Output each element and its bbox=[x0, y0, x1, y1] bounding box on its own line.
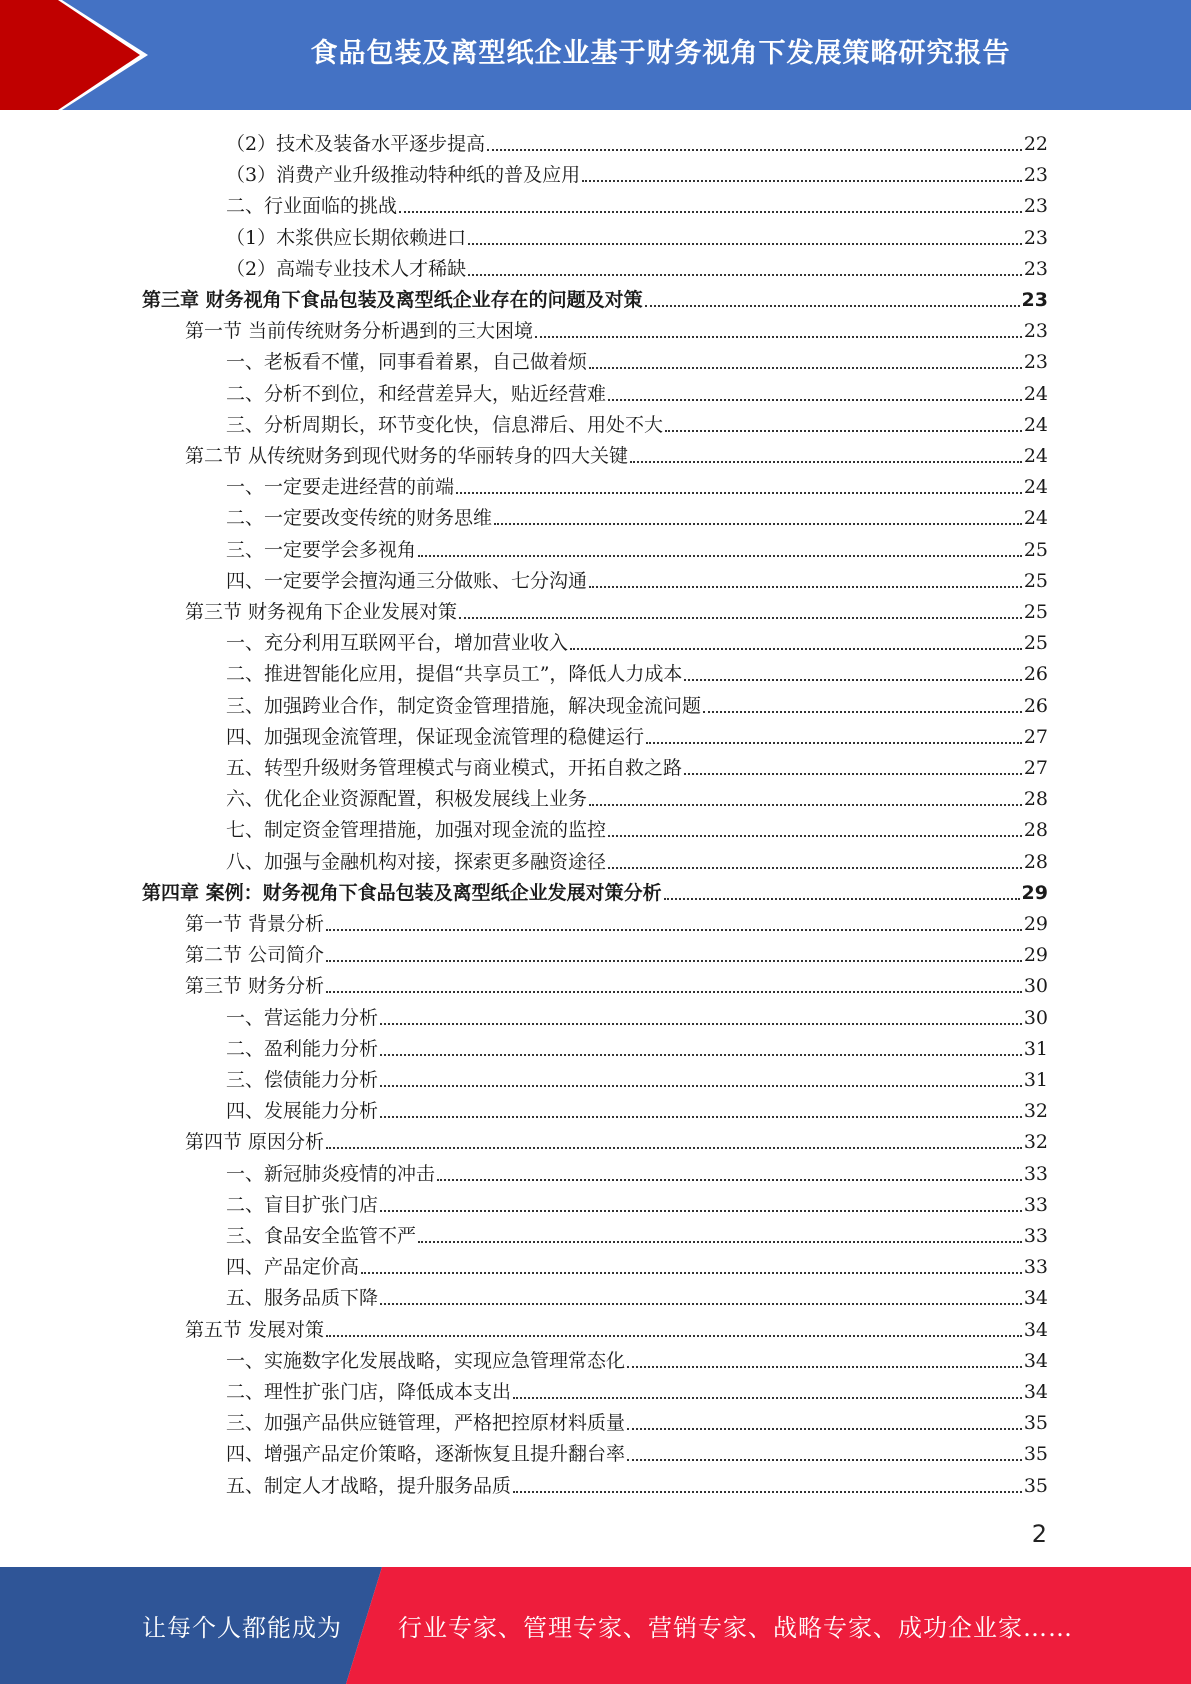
toc-entry-page: 29 bbox=[1021, 881, 1048, 904]
toc-dot-leader bbox=[589, 800, 1022, 806]
toc-entry-item[interactable] bbox=[226, 563, 1048, 594]
toc-entry-page: 24 bbox=[1023, 445, 1048, 467]
toc-dot-leader bbox=[380, 1299, 1022, 1305]
toc-entry-title: 三、分析周期长，环节变化快，信息滞后、用处不大 bbox=[226, 413, 664, 436]
toc-entry-item[interactable] bbox=[226, 469, 1048, 500]
page-number: 2 bbox=[1031, 1520, 1047, 1548]
toc-entry-title: 二、盈利能力分析 bbox=[226, 1037, 379, 1060]
toc-dot-leader bbox=[684, 675, 1021, 681]
toc-entry-page: 25 bbox=[1023, 632, 1048, 655]
toc-entry-title: 第三节 财务视角下企业发展对策 bbox=[185, 601, 458, 623]
toc-dot-leader bbox=[646, 738, 1022, 744]
toc-entry-section[interactable] bbox=[185, 1124, 1048, 1155]
toc-entry-title: 八、加强与金融机构对接，探索更多融资途径 bbox=[226, 850, 607, 873]
toc-dot-leader bbox=[380, 1081, 1022, 1087]
toc-dot-leader bbox=[608, 831, 1022, 837]
toc-entry-item[interactable] bbox=[226, 1280, 1048, 1311]
toc-entry-title: 四、加强现金流管理，保证现金流管理的稳健运行 bbox=[226, 725, 645, 748]
toc-entry-page: 30 bbox=[1023, 1006, 1048, 1029]
toc-dot-leader bbox=[664, 894, 1020, 900]
toc-entry-page: 33 bbox=[1023, 1225, 1048, 1247]
toc-entry-title: 第二节 从传统财务到现代财务的华丽转身的四大关键 bbox=[185, 445, 629, 467]
toc-entry-title: 六、优化企业资源配置，积极发展线上业务 bbox=[226, 788, 588, 811]
toc-entry-item[interactable] bbox=[226, 344, 1048, 375]
toc-entry-section[interactable] bbox=[185, 438, 1048, 469]
toc-entry-page: 33 bbox=[1023, 1193, 1048, 1216]
toc-dot-leader bbox=[468, 239, 1022, 245]
toc-entry-title: （2）高端专业技术人才稀缺 bbox=[226, 257, 467, 280]
toc-dot-leader bbox=[326, 1143, 1022, 1149]
footer-slogan-left: 让每个人都能成为 bbox=[142, 1614, 342, 1642]
toc-dot-leader bbox=[535, 332, 1022, 338]
toc-dot-leader bbox=[380, 1019, 1022, 1025]
toc-entry-title: （1）木浆供应长期依赖进口 bbox=[226, 226, 467, 249]
toc-entry-page: 30 bbox=[1023, 975, 1048, 998]
footer-slogan-right: 行业专家、管理专家、营销专家、战略专家、成功企业家…… bbox=[398, 1614, 1073, 1642]
toc-entry-page: 34 bbox=[1023, 1381, 1048, 1403]
toc-dot-leader bbox=[627, 1362, 1022, 1368]
toc-entry-item[interactable] bbox=[226, 126, 1048, 157]
toc-entry-page: 35 bbox=[1023, 1443, 1048, 1466]
toc-entry-title: 三、加强跨业合作，制定资金管理措施，解决现金流问题 bbox=[226, 694, 702, 717]
toc-entry-item[interactable] bbox=[226, 407, 1048, 438]
toc-dot-leader bbox=[589, 582, 1022, 588]
toc-entry-title: 二、推进智能化应用，提倡“共享员工”，降低人力成本 bbox=[226, 663, 683, 686]
toc-dot-leader bbox=[589, 363, 1022, 369]
toc-entry-title: 三、加强产品供应链管理，严格把控原材料质量 bbox=[226, 1412, 626, 1435]
toc-entry-title: 四、增强产品定价策略，逐渐恢复且提升翻台率 bbox=[226, 1443, 626, 1466]
toc-entry-title: 第五节 发展对策 bbox=[185, 1318, 325, 1341]
toc-entry-item[interactable] bbox=[226, 688, 1048, 719]
toc-dot-leader bbox=[418, 1237, 1022, 1243]
toc-entry-item[interactable] bbox=[226, 1062, 1048, 1093]
toc-entry-item[interactable] bbox=[226, 812, 1048, 843]
toc-dot-leader bbox=[513, 1393, 1022, 1399]
toc-entry-section[interactable] bbox=[185, 968, 1048, 999]
toc-entry-section[interactable] bbox=[185, 906, 1048, 937]
toc-dot-leader bbox=[627, 1455, 1022, 1461]
toc-entry-title: 一、一定要走进经营的前端 bbox=[226, 476, 455, 499]
toc-entry-chapter[interactable] bbox=[142, 875, 1048, 906]
toc-dot-leader bbox=[608, 863, 1022, 869]
toc-entry-title: 三、一定要学会多视角 bbox=[226, 538, 417, 561]
toc-entry-item[interactable] bbox=[226, 376, 1048, 407]
toc-entry-page: 29 bbox=[1023, 913, 1048, 935]
toc-dot-leader bbox=[437, 1175, 1022, 1181]
toc-entry-title: 四、产品定价高 bbox=[226, 1256, 360, 1279]
toc-entry-page: 24 bbox=[1023, 507, 1048, 530]
toc-entry-item[interactable] bbox=[226, 1436, 1048, 1467]
toc-dot-leader bbox=[684, 769, 1022, 775]
toc-entry-page: 28 bbox=[1023, 788, 1048, 811]
toc-dot-leader bbox=[494, 519, 1022, 525]
report-title: 食品包装及离型纸企业基于财务视角下发展策略研究报告 bbox=[310, 37, 1011, 69]
toc-entry-item[interactable] bbox=[226, 251, 1048, 282]
toc-entry-page: 23 bbox=[1023, 226, 1048, 249]
toc-dot-leader bbox=[380, 1112, 1022, 1118]
toc-dot-leader bbox=[361, 1268, 1022, 1274]
toc-entry-title: 一、营运能力分析 bbox=[226, 1006, 379, 1029]
toc-dot-leader bbox=[468, 270, 1022, 276]
toc-entry-title: 三、食品安全监管不严 bbox=[226, 1225, 417, 1247]
toc-dot-leader bbox=[326, 1331, 1022, 1337]
toc-entry-page: 35 bbox=[1023, 1474, 1048, 1497]
toc-entry-item[interactable] bbox=[226, 1187, 1048, 1218]
toc-entry-item[interactable] bbox=[226, 781, 1048, 812]
toc-entry-item[interactable] bbox=[226, 625, 1048, 656]
toc-entry-title: 第三节 财务分析 bbox=[185, 975, 325, 998]
toc-entry-page: 26 bbox=[1023, 663, 1048, 686]
toc-entry-page: 32 bbox=[1023, 1100, 1048, 1123]
toc-entry-item[interactable] bbox=[226, 1249, 1048, 1280]
toc-entry-title: 二、分析不到位，和经营差异大，贴近经营难 bbox=[226, 382, 607, 405]
toc-entry-page: 31 bbox=[1023, 1069, 1048, 1091]
toc-entry-title: 一、实施数字化发展战略，实现应急管理常态化 bbox=[226, 1349, 626, 1372]
toc-entry-page: 23 bbox=[1023, 257, 1048, 280]
toc-dot-leader bbox=[513, 1487, 1022, 1493]
toc-entry-page: 25 bbox=[1023, 569, 1048, 592]
page-footer bbox=[0, 1567, 1191, 1684]
toc-entry-title: 一、新冠肺炎疫情的冲击 bbox=[226, 1162, 436, 1185]
toc-entry-page: 34 bbox=[1023, 1287, 1048, 1310]
toc-entry-item[interactable] bbox=[226, 1343, 1048, 1374]
toc-entry-title: 二、理性扩张门店，降低成本支出 bbox=[226, 1381, 512, 1403]
toc-dot-leader bbox=[326, 925, 1022, 931]
toc-entry-page: 35 bbox=[1023, 1412, 1048, 1435]
toc-dot-leader bbox=[380, 1050, 1022, 1056]
toc-entry-title: 第一节 背景分析 bbox=[185, 913, 325, 935]
toc-entry-page: 22 bbox=[1023, 133, 1048, 155]
toc-entry-page: 28 bbox=[1023, 850, 1048, 873]
toc-entry-item[interactable] bbox=[226, 1468, 1048, 1499]
toc-entry-page: 27 bbox=[1023, 757, 1048, 779]
toc-dot-leader bbox=[570, 644, 1022, 650]
toc-entry-item[interactable] bbox=[226, 656, 1048, 687]
toc-entry-page: 33 bbox=[1023, 1162, 1048, 1185]
toc-entry-chapter[interactable] bbox=[142, 282, 1048, 313]
toc-entry-title: （2）技术及装备水平逐步提高 bbox=[226, 133, 486, 155]
toc-entry-page: 23 bbox=[1021, 289, 1048, 311]
toc-dot-leader bbox=[380, 1206, 1022, 1212]
toc-entry-section[interactable] bbox=[185, 937, 1048, 968]
toc-entry-section[interactable] bbox=[185, 594, 1048, 625]
toc-entry-page: 26 bbox=[1023, 694, 1048, 717]
toc-entry-title: 一、充分利用互联网平台，增加营业收入 bbox=[226, 632, 569, 655]
toc-entry-title: 第三章 财务视角下食品包装及离型纸企业存在的问题及对策 bbox=[142, 289, 643, 311]
toc-entry-page: 23 bbox=[1023, 164, 1048, 187]
toc-dot-leader bbox=[399, 207, 1022, 213]
toc-entry-item[interactable] bbox=[226, 1000, 1048, 1031]
toc-entry-item[interactable] bbox=[226, 1374, 1048, 1405]
toc-dot-leader bbox=[582, 176, 1022, 182]
page-header bbox=[0, 0, 1191, 110]
toc-entry-page: 24 bbox=[1023, 413, 1048, 436]
toc-entry-page: 34 bbox=[1023, 1349, 1048, 1372]
toc-entry-title: （3）消费产业升级推动特种纸的普及应用 bbox=[226, 164, 581, 187]
toc-dot-leader bbox=[627, 1424, 1022, 1430]
toc-entry-item[interactable] bbox=[226, 220, 1048, 251]
toc-dot-leader bbox=[459, 613, 1022, 619]
toc-entry-title: 五、转型升级财务管理模式与商业模式，开拓自救之路 bbox=[226, 757, 683, 779]
toc-entry-item[interactable] bbox=[226, 157, 1048, 188]
toc-entry-item[interactable] bbox=[226, 844, 1048, 875]
toc-dot-leader bbox=[608, 395, 1022, 401]
toc-entry-page: 24 bbox=[1023, 476, 1048, 499]
toc-dot-leader bbox=[665, 426, 1022, 432]
toc-entry-item[interactable] bbox=[226, 1031, 1048, 1062]
toc-entry-item[interactable] bbox=[226, 1156, 1048, 1187]
toc-entry-title: 七、制定资金管理措施，加强对现金流的监控 bbox=[226, 819, 607, 842]
toc-entry-page: 24 bbox=[1023, 382, 1048, 405]
toc-entry-title: 二、盲目扩张门店 bbox=[226, 1193, 379, 1216]
toc-entry-item[interactable] bbox=[226, 532, 1048, 563]
toc-entry-page: 28 bbox=[1023, 819, 1048, 842]
toc-entry-item[interactable] bbox=[226, 188, 1048, 219]
toc-entry-item[interactable] bbox=[226, 1218, 1048, 1249]
toc-entry-title: 四、发展能力分析 bbox=[226, 1100, 379, 1123]
toc-entry-page: 25 bbox=[1023, 601, 1048, 623]
toc-entry-item[interactable] bbox=[226, 750, 1048, 781]
toc-entry-title: 四、一定要学会擅沟通三分做账、七分沟通 bbox=[226, 569, 588, 592]
toc-entry-item[interactable] bbox=[226, 1093, 1048, 1124]
toc-dot-leader bbox=[630, 457, 1022, 463]
toc-entry-page: 25 bbox=[1023, 538, 1048, 561]
toc-dot-leader bbox=[418, 551, 1022, 557]
toc-dot-leader bbox=[326, 956, 1022, 962]
toc-entry-section[interactable] bbox=[185, 313, 1048, 344]
toc-entry-title: 三、偿债能力分析 bbox=[226, 1069, 379, 1091]
toc-entry-title: 第四节 原因分析 bbox=[185, 1131, 325, 1154]
toc-entry-page: 33 bbox=[1023, 1256, 1048, 1279]
toc-entry-page: 32 bbox=[1023, 1131, 1048, 1154]
toc-entry-page: 27 bbox=[1023, 725, 1048, 748]
toc-entry-title: 第二节 公司简介 bbox=[185, 944, 325, 967]
toc-entry-title: 五、制定人才战略，提升服务品质 bbox=[226, 1474, 512, 1497]
toc-entry-page: 29 bbox=[1023, 944, 1048, 967]
toc-entry-title: 第一节 当前传统财务分析遇到的三大困境 bbox=[185, 320, 534, 343]
toc-entry-page: 23 bbox=[1023, 195, 1048, 218]
toc-dot-leader bbox=[326, 987, 1022, 993]
toc-entry-item[interactable] bbox=[226, 719, 1048, 750]
toc-entry-page: 23 bbox=[1023, 351, 1048, 374]
toc-entry-item[interactable] bbox=[226, 500, 1048, 531]
toc-entry-title: 二、行业面临的挑战 bbox=[226, 195, 398, 218]
toc-dot-leader bbox=[456, 488, 1022, 494]
toc-dot-leader bbox=[703, 707, 1022, 713]
toc-entry-page: 34 bbox=[1023, 1318, 1048, 1341]
toc-entry-page: 31 bbox=[1023, 1037, 1048, 1060]
toc-dot-leader bbox=[487, 145, 1022, 151]
toc-entry-item[interactable] bbox=[226, 1405, 1048, 1436]
toc-entry-section[interactable] bbox=[185, 1312, 1048, 1343]
toc-entry-title: 二、一定要改变传统的财务思维 bbox=[226, 507, 493, 530]
toc-entry-page: 23 bbox=[1023, 320, 1048, 343]
toc-entry-title: 一、老板看不懂，同事看着累，自己做着烦 bbox=[226, 351, 588, 374]
toc-dot-leader bbox=[645, 301, 1020, 307]
toc-entry-title: 第四章 案例：财务视角下食品包装及离型纸企业发展对策分析 bbox=[142, 881, 662, 904]
toc-entry-title: 五、服务品质下降 bbox=[226, 1287, 379, 1310]
